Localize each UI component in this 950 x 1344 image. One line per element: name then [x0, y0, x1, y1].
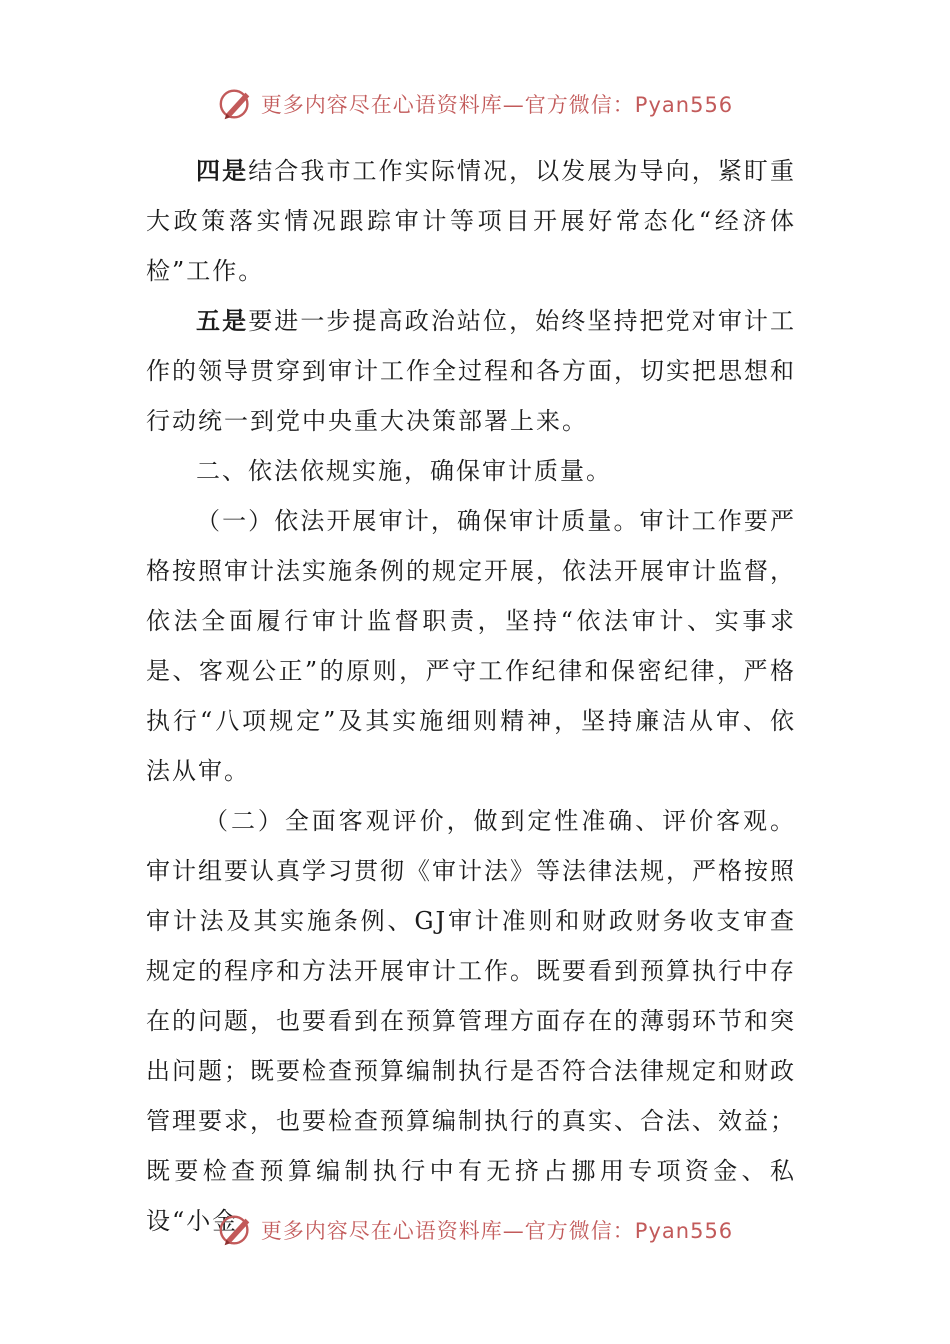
header-banner-text: 更多内容尽在心语资料库—官方微信：Pyan556 — [260, 93, 734, 117]
paragraph-item-4 — [146, 146, 796, 296]
paragraph-lead: 五是 — [196, 306, 249, 335]
subsection-2: （二）全面客观评价，做到定性准确、评价客观。审计组要认真学习贯彻《审计法》等法律法规，严格按照审计法及其实施条例、GJ审计准则和财政财务收支审查规定的程序和方法开展审计工作。既要看到预算执行中存在的问题，也要看到在预算管理方面存在的薄弱环节和突出问题；既要检查预算编制执行是否符合法律规定和财政管理要求，也要检查预算编制执行的真实、合法、效益；既要检查预算编制执行中有无挤占挪用专项资金、私设“小金 — [146, 807, 796, 1235]
header-banner — [0, 82, 950, 126]
paragraph-text: 要进一步提高政治站位，始终坚持把党对审计工作的领导贯穿到审计工作全过程和各方面，切实把思想和行动统一到党中央重大决策部署上来。 — [146, 307, 797, 435]
section-heading-2: 二、依法依规实施，确保审计质量。 — [196, 457, 612, 485]
document-body — [146, 146, 796, 1246]
pen-logo-icon — [217, 85, 255, 123]
footer-banner-text: 更多内容尽在心语资料库—官方微信：Pyan556 — [260, 1219, 734, 1243]
subsection-1: （一）依法开展审计，确保审计质量。审计工作要严格按照审计法实施条例的规定开展，依法开展审计监督，依法全面履行审计监督职责，坚持“依法审计、实事求是、客观公正”的原则，严守工作纪律和保密纪律，严格执行“八项规定”及其实施细则精神，坚持廉洁从审、依法从审。 — [146, 507, 796, 785]
paragraph-text: 结合我市工作实际情况，以发展为导向，紧盯重大政策落实情况跟踪审计等项目开展好常态化“经济体检”工作。 — [146, 157, 797, 285]
paragraph-lead: 四是 — [196, 156, 249, 185]
pen-logo-icon — [217, 1211, 255, 1249]
footer-banner — [0, 1208, 950, 1252]
paragraph-item-5 — [146, 296, 796, 446]
